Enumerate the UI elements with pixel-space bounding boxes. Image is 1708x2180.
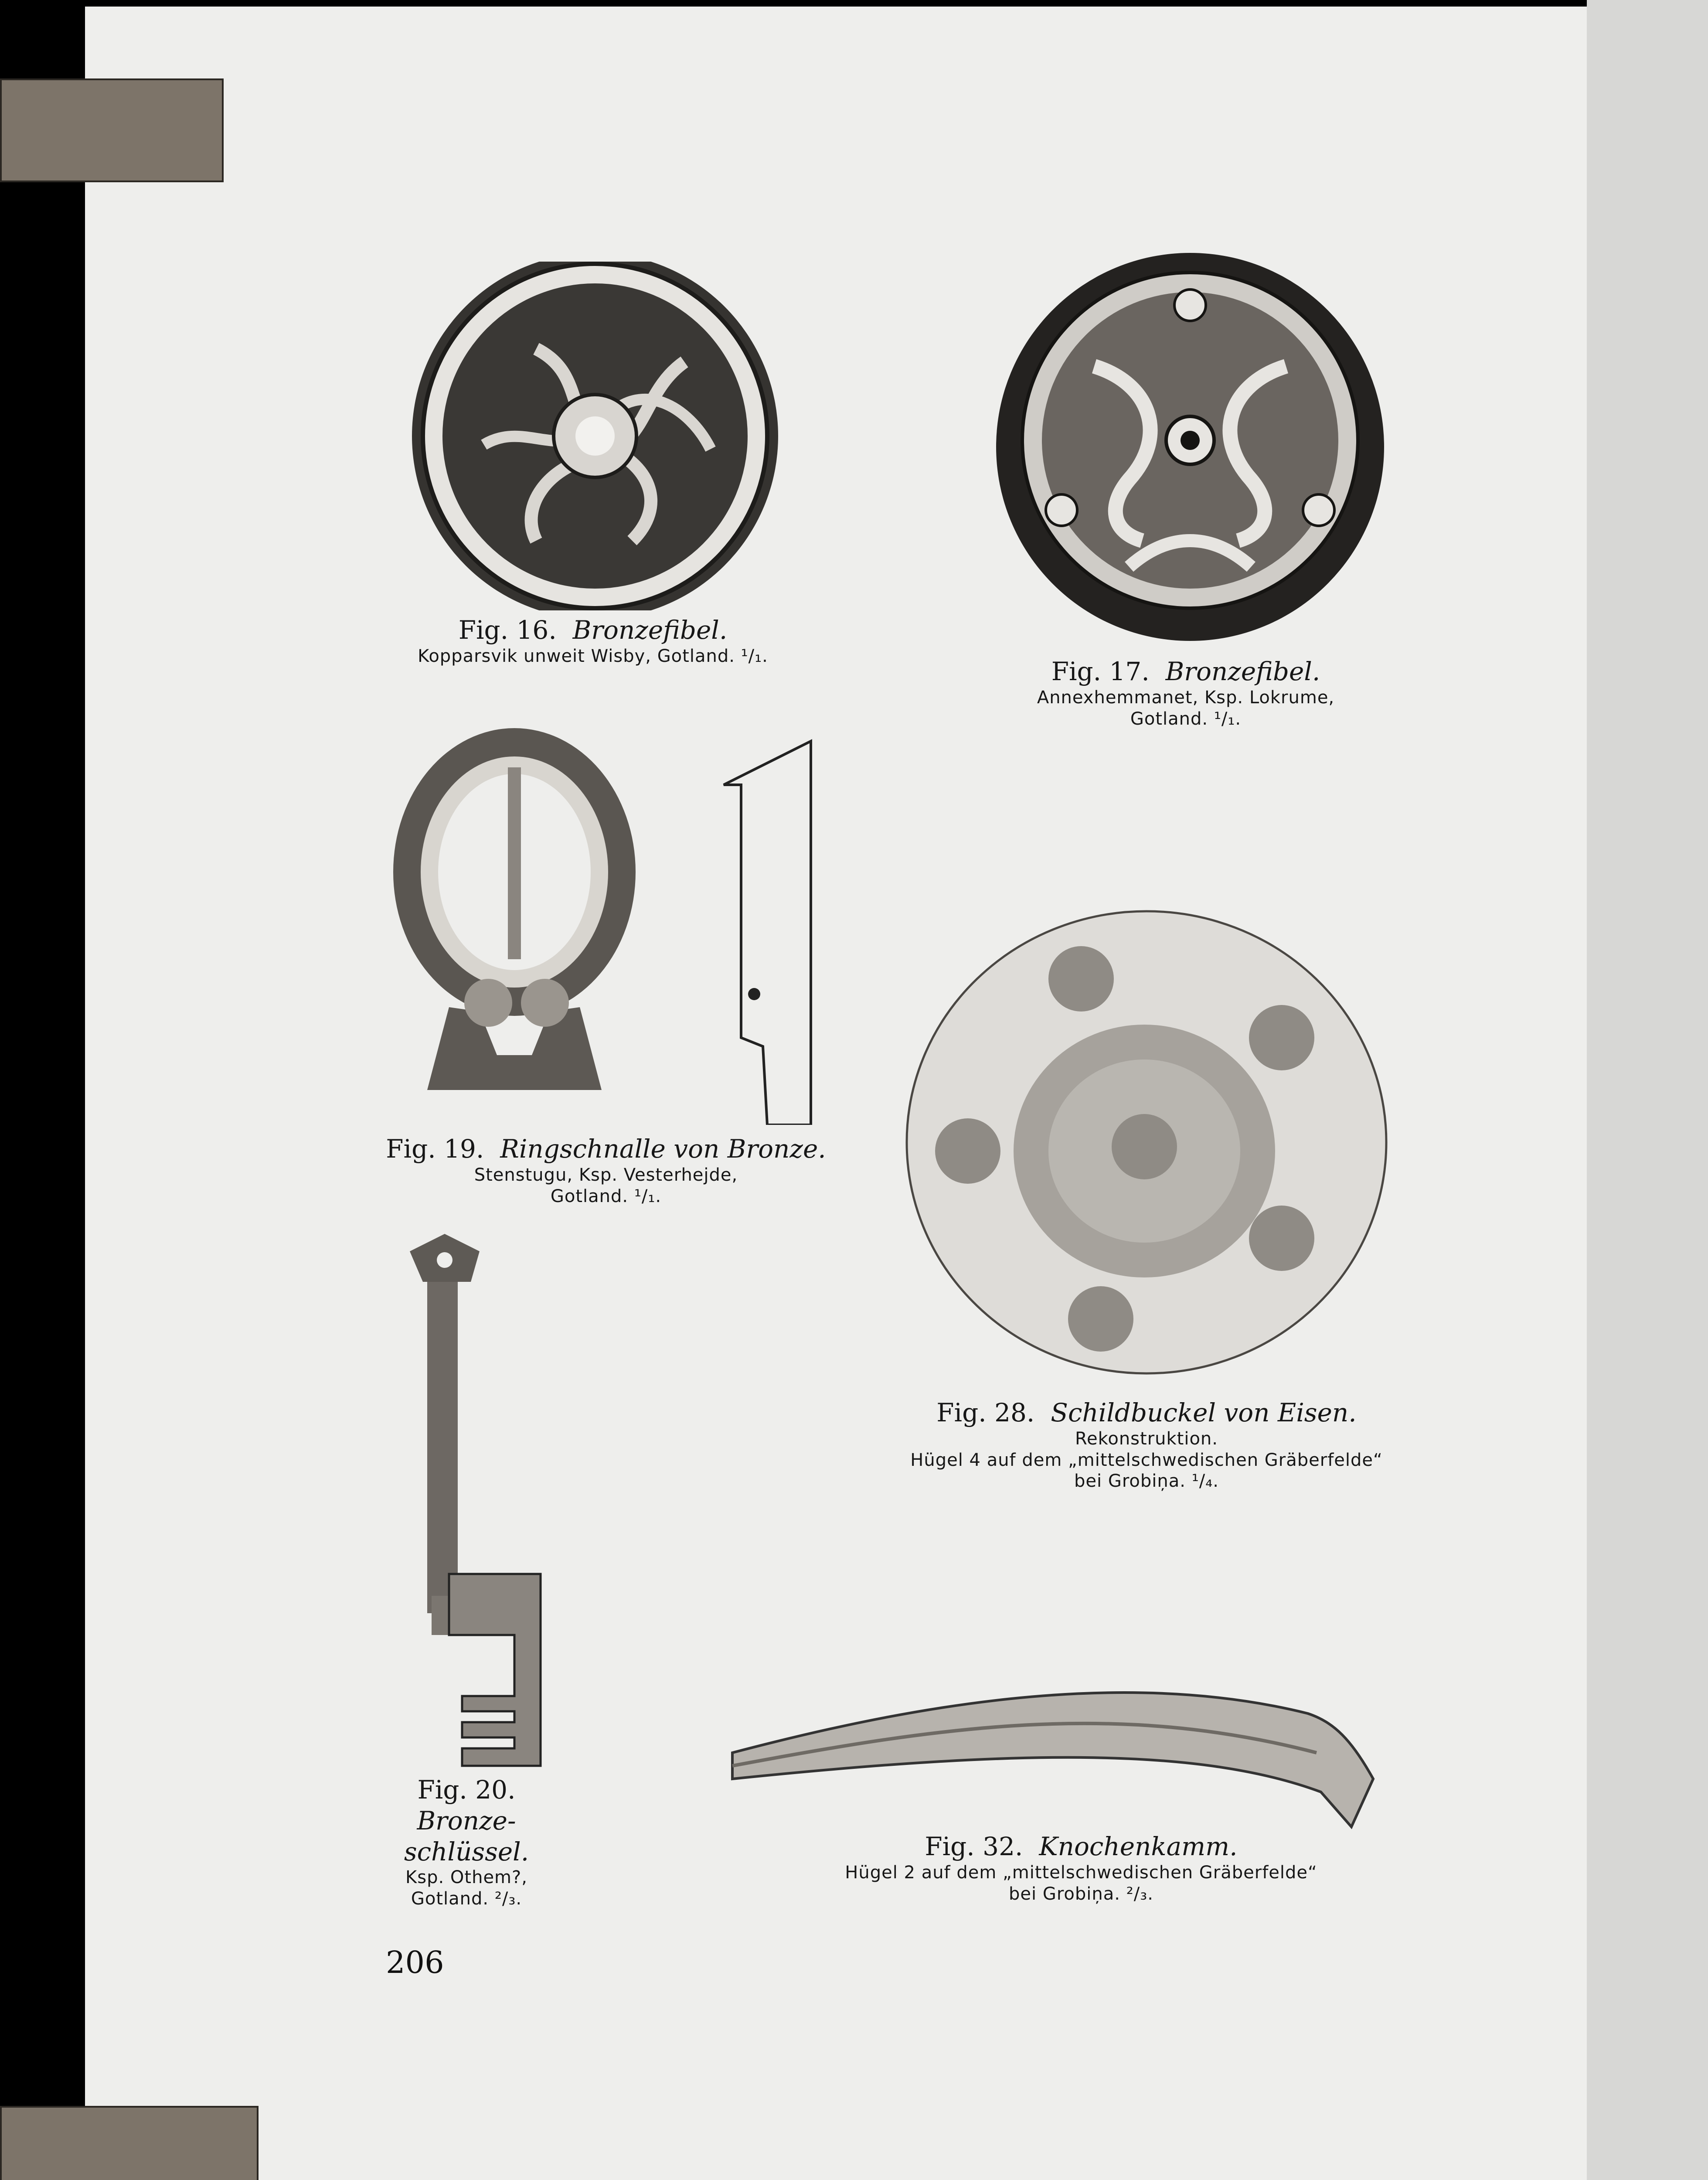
fig32-caption-line1: Hügel 2 auf dem „mittelschwedischen Gräberfelde“: [845, 1862, 1317, 1883]
fig32-caption-line2: bei Grobiņa. ²/₃.: [1009, 1884, 1153, 1904]
fig20-caption: [375, 1775, 558, 1910]
fig32-caption-title: Fig. 32. Knochenkamm.: [925, 1832, 1238, 1861]
fig32-comb-image: [724, 1648, 1386, 1831]
page-number: 206: [386, 1945, 444, 1980]
fig16-caption: [392, 615, 793, 667]
fig20-caption-title2: schlüssel.: [404, 1836, 529, 1867]
fig17-caption-title: Fig. 17. Bronzefibel.: [1051, 657, 1320, 686]
fig17-caption: [985, 656, 1386, 729]
fig28-caption-line1: Rekonstruktion.: [1075, 1428, 1218, 1449]
fig20-caption-line2: Gotland. ²/₃.: [411, 1889, 522, 1909]
fig19-caption-line2: Gotland. ¹/₁.: [550, 1186, 662, 1206]
fig32-caption: [798, 1831, 1364, 1904]
fig20-key-image: [384, 1225, 549, 1779]
fig19-caption-line1: Stenstugu, Ksp. Vesterhejde,: [474, 1165, 738, 1185]
fig20-caption-title1: Bronze-: [417, 1805, 516, 1836]
fig28-caption: [872, 1397, 1421, 1492]
fig28-shield-boss-image: [902, 907, 1391, 1378]
fig20-caption-num: Fig. 20.: [417, 1775, 516, 1805]
fig19-caption-title: Fig. 19. Ringschnalle von Bronze.: [386, 1134, 826, 1164]
wooden-clip-bottom: [0, 2106, 259, 2180]
fig19-caption: [375, 1134, 837, 1207]
fig28-caption-line2: Hügel 4 auf dem „mittelschwedischen Gräberfelde“: [910, 1450, 1383, 1470]
fig17-caption-line1: Annexhemmanet, Ksp. Lokrume,: [1037, 687, 1335, 708]
fig17-caption-line2: Gotland. ¹/₁.: [1130, 708, 1242, 729]
fig28-caption-title: Fig. 28. Schildbuckel von Eisen.: [936, 1398, 1357, 1427]
fig19-buckle-side-view: [715, 732, 820, 1125]
wooden-clip-top: [0, 78, 224, 182]
fig28-caption-line3: bei Grobiņa. ¹/₄.: [1074, 1471, 1219, 1492]
fig20-caption-line1: Ksp. Othem?,: [405, 1867, 527, 1888]
fig16-caption-title: Fig. 16. Bronzefibel.: [458, 615, 728, 645]
facing-page-edge: [1587, 0, 1708, 2180]
fig17-brooch-image: [985, 253, 1391, 641]
fig16-caption-line1: Kopparsvik unweit Wisby, Gotland. ¹/₁.: [418, 646, 768, 666]
fig16-brooch-image: [405, 262, 785, 610]
fig19-buckle-image: [392, 728, 689, 1138]
